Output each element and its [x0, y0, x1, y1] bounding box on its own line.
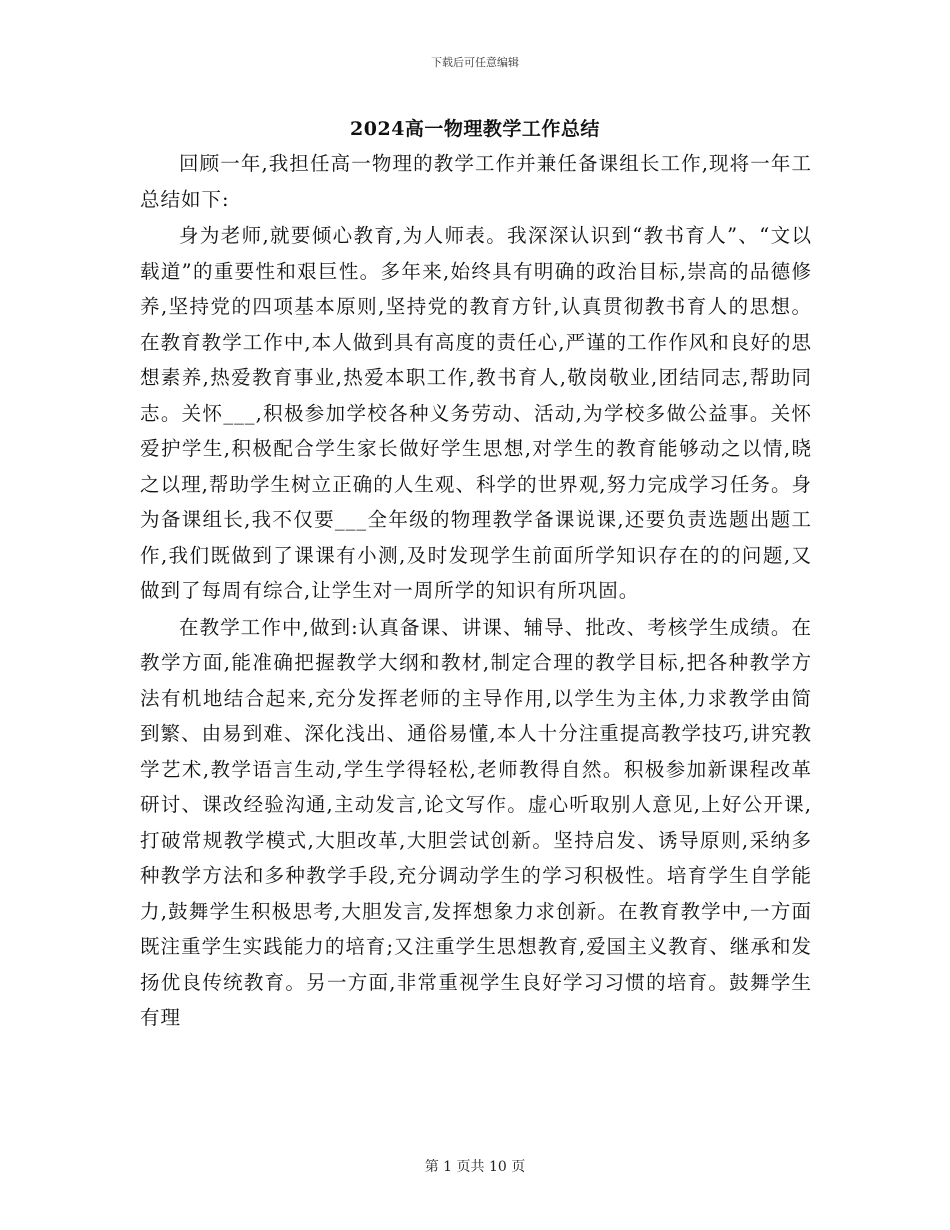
document-title: 2024高一物理教学工作总结: [350, 118, 600, 140]
header-note: 下载后可任意编辑: [431, 56, 519, 69]
page-number: 第 1 页共 10 页: [424, 1159, 526, 1175]
document-body: [140, 146, 812, 1036]
paragraph-intro: 回顾一年,我担任高一物理的教学工作并兼任备课组长工作,现将一年工总结如下:: [140, 152, 812, 211]
paragraph-teaching-work: 在教学工作中,做到:认真备课、讲课、辅导、批改、考核学生成绩。在教学方面,能准确把握教学大纲和教材,制定合理的教学目标,把各种教学方法有机地结合起来,充分发挥老师的主导作用,以学生为主体,力求教学由简到繁、由易到难、深化浅出、通俗易懂,本人十分注重提高教学技巧,讲究教学艺术,教学语言生动,学生学得轻松,老师教得自然。积极参加新课程改革研讨、课改经验沟通,主动发言,论文写作。虚心听取别人意见,上好公开课,打破常规教学模式,大胆改革,大胆尝试创新。坚持启发、诱导原则,采纳多种教学方法和多种教学手段,充分调动学生的学习积极性。培育学生自学能力,鼓舞学生积极思考,大胆发言,发挥想象力求创新。在教育教学中,一方面既注重学生实践能力的培育;又注重学生思想教育,爱国主义教育、继承和发扬优良传统教育。另一方面,非常重视学生良好学习习惯的培育。鼓舞学生有理: [140, 615, 812, 1029]
paragraph-teacher-ethics: 身为老师,就要倾心教育,为人师表。我深深认识到“教书育人”、“文以载道”的重要性和艰巨性。多年来,始终具有明确的政治目标,崇高的品德修养,坚持党的四项基本原则,坚持党的教育方针,认真贯彻教书育人的思想。在教育教学工作中,本人做到具有高度的责任心,严谨的工作作风和良好的思想素养,热爱教育事业,热爱本职工作,教书育人,敬岗敬业,团结同志,帮助同志。关怀___,积极参加学校各种义务劳动、活动,为学校多做公益事。关怀爱护学生,积极配合学生家长做好学生思想,对学生的教育能够动之以情,晓之以理,帮助学生树立正确的人生观、科学的世界观,努力完成学习任务。身为备课组长,我不仅要___全年级的物理教学备课说课,还要负责选题出题工作,我们既做到了课课有小测,及时发现学生前面所学知识存在的的问题,又做到了每周有综合,让学生对一周所学的知识有所巩固。: [140, 224, 812, 602]
